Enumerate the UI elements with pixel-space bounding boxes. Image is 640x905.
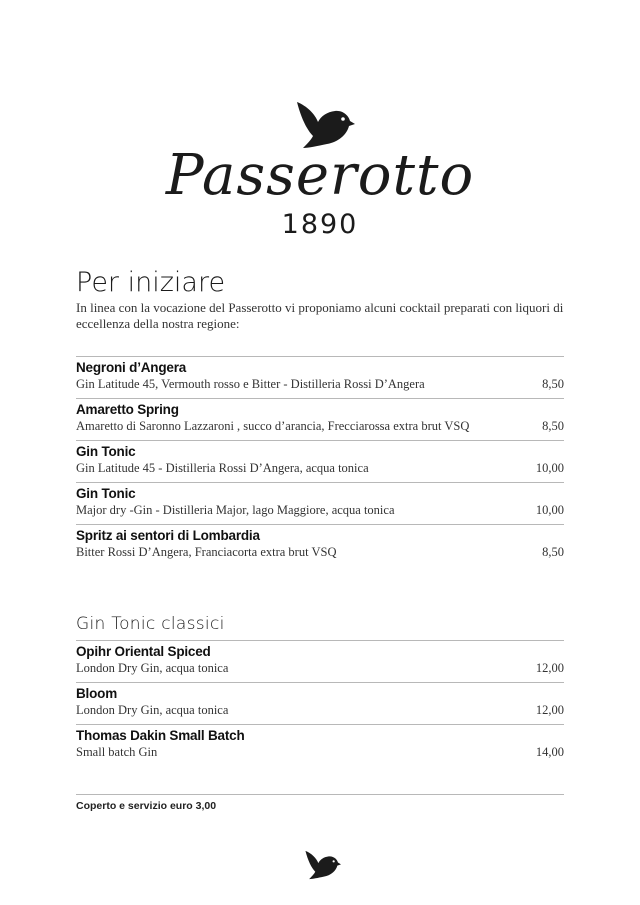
menu-item [76,524,564,566]
item-price: 10,00 [535,461,564,475]
item-name: Gin Tonic [76,486,136,501]
cover-charge-note: Coperto e servizio euro 3,00 [76,800,217,812]
item-description: Bitter Rossi D’Angera, Franciacorta extra brut VSQ [76,545,337,559]
item-description: London Dry Gin, acqua tonica [76,661,229,675]
menu-item [76,682,564,724]
brand-year: 1890 [281,209,359,240]
menu-item [76,640,564,682]
item-price: 8,50 [542,545,564,559]
item-name: Spritz ai sentori di Lombardia [76,528,260,543]
gin-list [76,640,564,766]
item-price: 12,00 [535,703,564,717]
section-title-per-iniziare: Per iniziare [76,267,226,298]
item-name: Bloom [76,686,117,701]
item-price: 10,00 [535,503,564,517]
menu-item [76,356,564,398]
item-description: Small batch Gin [76,745,158,759]
menu-item [76,482,564,524]
footer-divider [76,794,564,795]
menu-item [76,398,564,440]
item-description: Amaretto di Saronno Lazzaroni , succo d’arancia, Frecciarossa extra brut VSQ [76,419,470,433]
item-description: Gin Latitude 45, Vermouth rosso e Bitter - Distilleria Rossi D’Angera [76,377,425,391]
item-name: Thomas Dakin Small Batch [76,728,245,743]
header [0,92,640,252]
item-price: 8,50 [542,377,564,391]
item-description: Gin Latitude 45 - Distilleria Rossi D’Angera, acqua tonica [76,461,369,475]
item-price: 8,50 [542,419,564,433]
item-description: Major dry -Gin - Distilleria Major, lago Maggiore, acqua tonica [76,503,395,517]
item-price: 14,00 [535,745,564,759]
menu-item [76,440,564,482]
section-title-gin-tonic: Gin Tonic classici [76,614,225,634]
item-name: Gin Tonic [76,444,136,459]
item-name: Negroni d’Angera [76,360,187,375]
section-intro: In linea con la vocazione del Passerotto vi proponiamo alcuni cocktail preparati con liquori di eccellenza della nostra regione: [76,300,564,331]
item-description: London Dry Gin, acqua tonica [76,703,229,717]
item-price: 12,00 [535,661,564,675]
cocktail-list [76,356,564,566]
item-name: Amaretto Spring [76,402,179,417]
bird-icon [303,848,341,882]
item-name: Opihr Oriental Spiced [76,644,211,659]
menu-item [76,724,564,766]
brand-name: Passerotto [165,143,475,208]
